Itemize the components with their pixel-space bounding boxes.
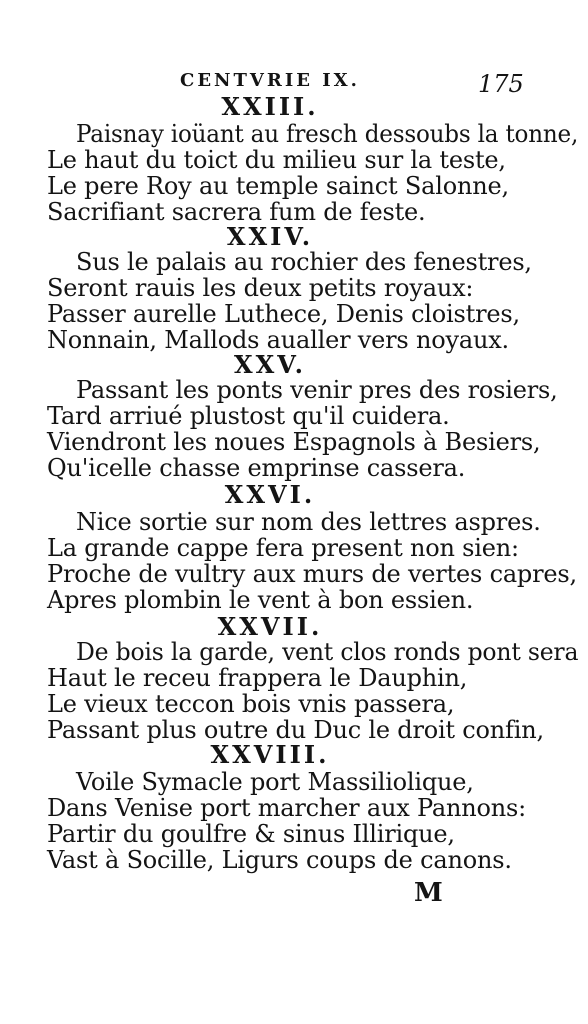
verse-line: Seront rauis les deux petits royaux:: [47, 274, 474, 302]
page-number: 175: [478, 70, 524, 98]
verse-line: Viendront les noues Espagnols à Besiers,: [47, 428, 541, 456]
verse-line: Haut le receu frappera le Dauphin,: [47, 664, 468, 692]
quatrain-number: XXVIII.: [210, 740, 330, 769]
verse-line: Vast à Socille, Ligurs coups de canons.: [47, 846, 512, 874]
verse-line: Tard arriué plustost qu'il cuidera.: [47, 402, 450, 430]
verse-line: Partir du goulfre & sinus Illirique,: [47, 820, 455, 848]
verse-line: Dans Venise port marcher aux Pannons:: [47, 794, 526, 822]
verse-line: Paisnay ioüant au fresch dessoubs la tonne,: [76, 120, 579, 148]
quatrain-number: XXIII.: [221, 92, 319, 121]
quatrain-number: XXV.: [233, 350, 307, 379]
verse-line: Sacrifiant sacrera fum de feste.: [47, 198, 426, 226]
verse-line: Le haut du toict du milieu sur la teste,: [47, 146, 506, 174]
verse-line: Nice sortie sur nom des lettres aspres.: [76, 508, 541, 536]
verse-line: Voile Symacle port Massiliolique,: [76, 768, 474, 796]
verse-line: Passant plus outre du Duc le droit confin,: [47, 716, 544, 744]
verse-line: Passer aurelle Luthece, Denis cloistres,: [47, 300, 520, 328]
verse-line: Le pere Roy au temple sainct Salonne,: [47, 172, 509, 200]
running-head: CENTVRIE IX.: [180, 70, 360, 91]
verse-line: Proche de vultry aux murs de vertes capres,: [47, 560, 577, 588]
verse-line: Passant les ponts venir pres des rosiers,: [76, 376, 558, 404]
verse-line: Qu'icelle chasse emprinse cassera.: [47, 454, 466, 482]
verse-line: Sus le palais au rochier des fenestres,: [76, 248, 532, 276]
verse-line: De bois la garde, vent clos ronds pont sera: [76, 638, 579, 666]
verse-line: Apres plombin le vent à bon essien.: [47, 586, 474, 614]
verse-line: Nonnain, Mallods aualler vers noyaux.: [47, 326, 509, 354]
verse-line: La grande cappe fera present non sien:: [47, 534, 519, 562]
quatrain-number: XXVII.: [217, 612, 323, 641]
quatrain-number: XXIV.: [226, 222, 314, 251]
quatrain-number: XXVI.: [224, 480, 316, 509]
verse-line: Le vieux teccon bois vnis passera,: [47, 690, 455, 718]
signature-mark: M: [414, 878, 443, 908]
